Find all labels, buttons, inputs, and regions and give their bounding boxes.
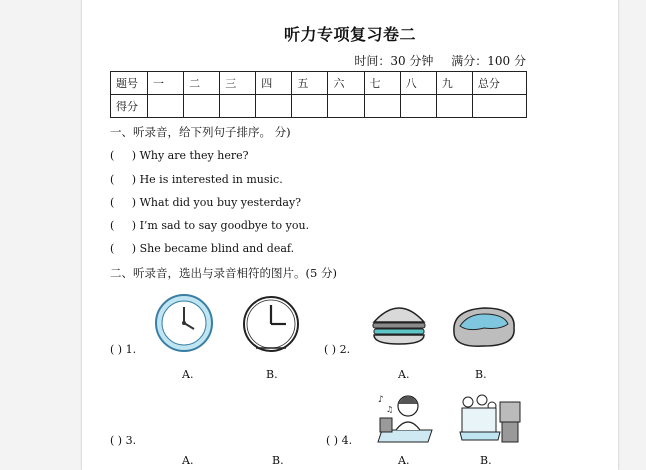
sentence-text: Why are they here? [139, 149, 249, 162]
table-cell: 八 [400, 72, 436, 95]
sentence-text: She became blind and deaf. [139, 242, 295, 255]
choice-a[interactable]: A. [182, 454, 194, 467]
score-cell[interactable] [184, 95, 220, 118]
list-item [110, 196, 301, 209]
score-cell[interactable] [436, 95, 472, 118]
table-cell: 二 [184, 72, 220, 95]
choice-a[interactable]: A. [398, 368, 410, 381]
svg-text:♪: ♪ [378, 395, 384, 405]
score-cell[interactable] [220, 95, 256, 118]
list-item [110, 173, 283, 186]
hamburger-icon[interactable] [370, 300, 428, 348]
answer-blank[interactable]: ( ) [110, 196, 137, 209]
list-item [110, 219, 309, 232]
score-cell[interactable] [148, 95, 184, 118]
answer-blank[interactable]: ( ) [110, 219, 137, 232]
table-cell: 九 [436, 72, 472, 95]
question-2-label[interactable]: ( ) 2. [324, 343, 351, 356]
question-3-label[interactable]: ( ) 3. [110, 434, 137, 447]
score-cell[interactable] [400, 95, 436, 118]
score-cell[interactable] [472, 95, 526, 118]
list-item [110, 149, 249, 162]
table-cell: 题号 [111, 72, 148, 95]
section-2-heading: 二、听录音，选出与录音相符的图片。(5 分) [110, 266, 337, 280]
score-table-score-row [111, 95, 527, 118]
full-score: 满分：100 分 [451, 54, 526, 68]
family-tv-icon[interactable] [456, 388, 522, 446]
list-item [110, 242, 294, 255]
table-cell: 七 [364, 72, 400, 95]
bread-icon[interactable] [448, 302, 520, 352]
question-1-label[interactable]: ( ) 1. [110, 343, 137, 356]
answer-blank[interactable]: ( ) [110, 149, 137, 162]
choice-a[interactable]: A. [398, 454, 410, 467]
table-cell: 得分 [111, 95, 148, 118]
page-title: 听力专项复习卷二 [283, 25, 416, 44]
girl-radio-icon[interactable] [374, 388, 436, 446]
choice-b[interactable]: B. [480, 454, 492, 467]
sentence-text: I’m sad to say goodbye to you. [139, 219, 310, 232]
table-cell: 一 [148, 72, 184, 95]
score-cell[interactable] [292, 95, 328, 118]
score-cell[interactable] [328, 95, 364, 118]
clock-icon[interactable] [154, 293, 214, 353]
score-table [110, 71, 527, 118]
table-cell: 五 [292, 72, 328, 95]
svg-text:♫: ♫ [386, 405, 394, 414]
table-cell: 四 [256, 72, 292, 95]
section-1-heading: 一、听录音，给下列句子排序。 分) [110, 125, 291, 139]
score-table-header-row [111, 72, 527, 95]
table-cell: 六 [328, 72, 364, 95]
answer-blank[interactable]: ( ) [110, 242, 137, 255]
clock-icon[interactable] [242, 295, 300, 355]
document-page [82, 0, 618, 470]
question-4-label[interactable]: ( ) 4. [326, 434, 353, 447]
choice-b[interactable]: B. [475, 368, 487, 381]
choice-b[interactable]: B. [266, 368, 278, 381]
choice-a[interactable]: A. [182, 368, 194, 381]
table-cell: 三 [220, 72, 256, 95]
sentence-text: He is interested in music. [139, 173, 283, 186]
time-limit: 时间：30 分钟 [354, 54, 434, 68]
score-cell[interactable] [364, 95, 400, 118]
answer-blank[interactable]: ( ) [110, 173, 137, 186]
score-cell[interactable] [256, 95, 292, 118]
table-cell: 总分 [472, 72, 526, 95]
exam-meta [340, 52, 526, 69]
choice-b[interactable]: B. [272, 454, 284, 467]
sentence-text: What did you buy yesterday? [139, 196, 302, 209]
